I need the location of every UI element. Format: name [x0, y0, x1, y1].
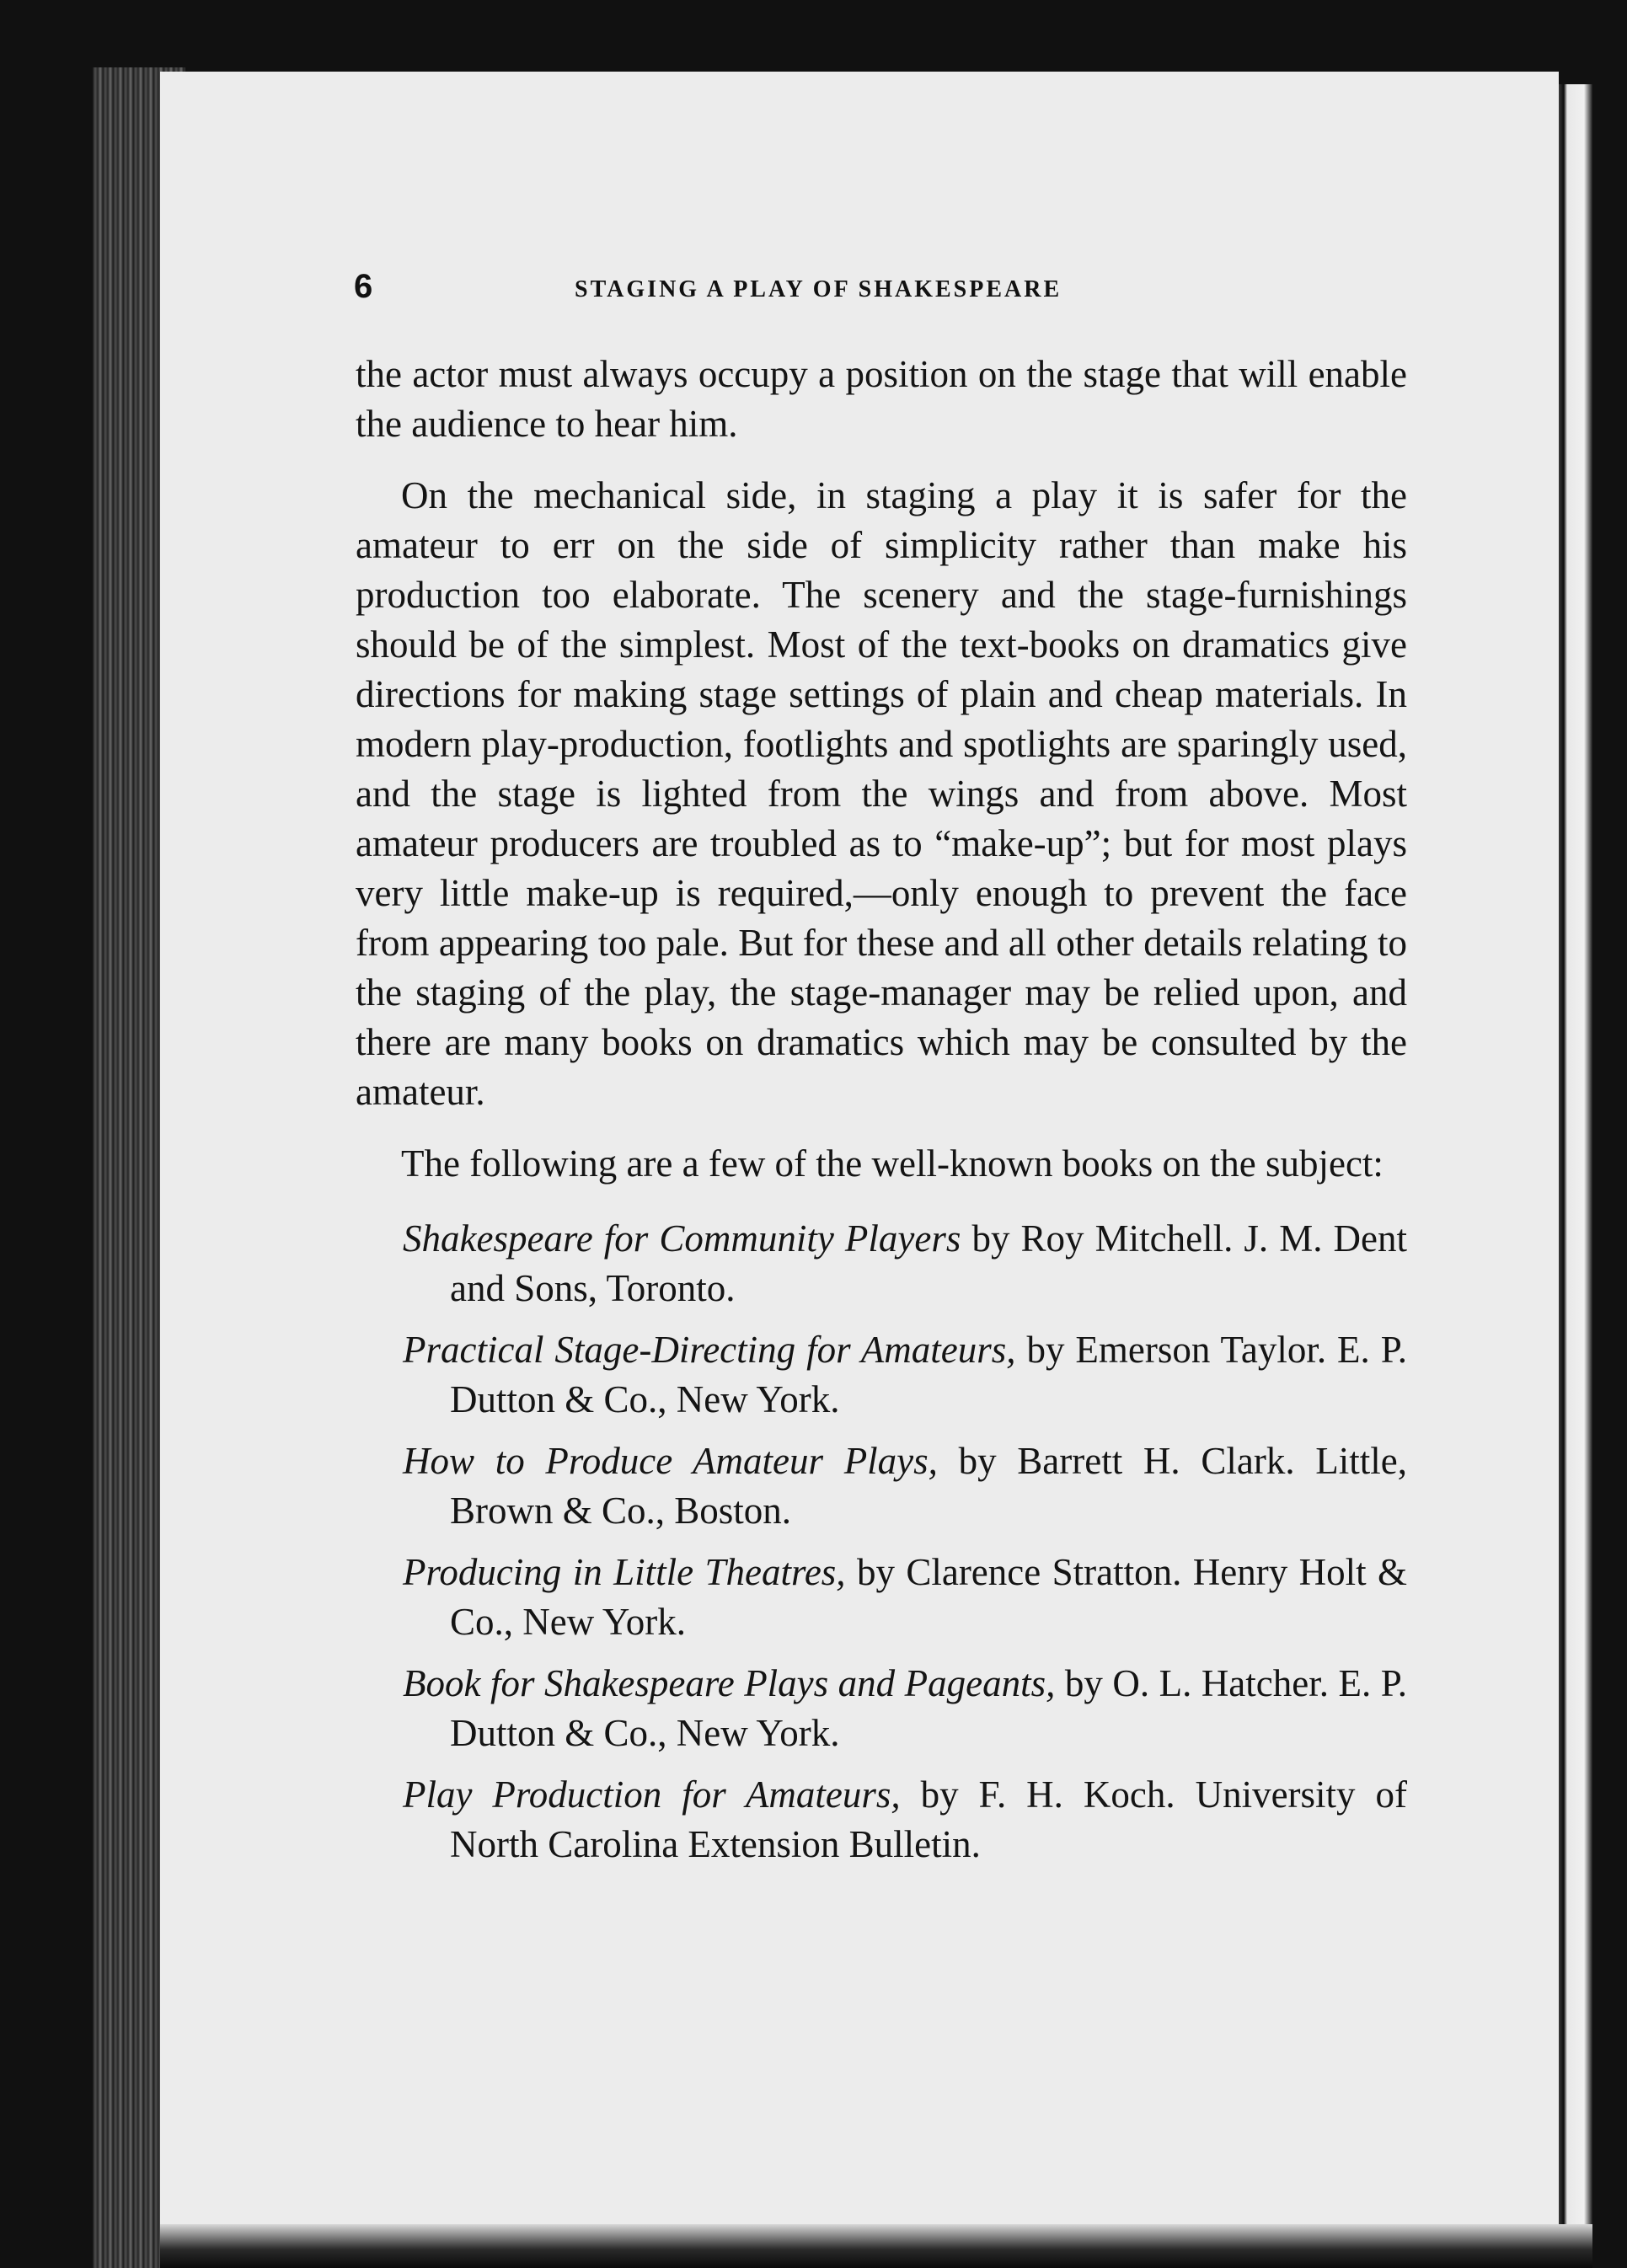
reference-item [356, 1325, 1407, 1425]
reference-title: Practical Stage-Directing for Amateurs, [403, 1329, 1016, 1371]
reference-details: by Emerson Taylor. E. P. Dutton & Co., New York. [450, 1329, 1407, 1420]
reference-details: by Roy Mitchell. J. M. Dent and Sons, Toronto. [450, 1217, 1408, 1309]
reference-details: by Clarence Stratton. Henry Holt & Co., New York. [450, 1551, 1407, 1643]
running-title: STAGING A PLAY OF SHAKESPEARE [575, 276, 1062, 302]
reference-details: by F. H. Koch. University of North Carolina Extension Bulletin. [450, 1773, 1407, 1865]
paragraph-staging: On the mechanical side, in staging a play it is safer for the amateur to err on the side of simplicity rather than make his production too elaborate. The scenery and the stage-furnishings should be of the simplest. Most of the text-books on dramatics give directions for making stage settings of plain and cheap materials. In modern play-production, footlights and spotlights are sparingly used, and the stage is lighted from the wings and from above. Most amateur producers are troubled as to “make-up”; but for most plays very little make-up is required,—only enough to prevent the face from appearing too pale. But for these and all other details relating to the staging of the play, the stage-manager may be relied upon, and there are many books on dramatics which may be consulted by the amateur. [356, 474, 1407, 1113]
reference-item [356, 1548, 1407, 1647]
page-number: 6 [354, 268, 373, 305]
reference-item [356, 1214, 1407, 1313]
reference-title: Play Production for Amateurs, [403, 1773, 901, 1816]
reference-item [356, 1659, 1407, 1758]
reference-item [356, 1770, 1407, 1869]
reference-title: Producing in Little Theatres, [403, 1551, 846, 1593]
paragraph-continuation: the actor must always occupy a position on the stage that will enable the audience to hear him. [356, 353, 1407, 445]
reference-title: How to Produce Amateur Plays, [403, 1440, 938, 1482]
reference-list [356, 1214, 1407, 1869]
reference-item [356, 1436, 1407, 1536]
reference-details: by Barrett H. Clark. Little, Brown & Co., Boston. [450, 1440, 1407, 1532]
reference-details: by O. L. Hatcher. E. P. Dutton & Co., New York. [450, 1662, 1407, 1754]
page-bottom-edge [160, 2224, 1592, 2268]
reference-title: Shakespeare for Community Players [403, 1217, 961, 1260]
body-text [356, 350, 1407, 1881]
reference-title: Book for Shakespeare Plays and Pageants, [403, 1662, 1056, 1704]
paragraph-books-intro: The following are a few of the well-known books on the subject: [401, 1142, 1383, 1185]
page-header [354, 268, 1416, 310]
page-right-edge [1559, 84, 1592, 2233]
